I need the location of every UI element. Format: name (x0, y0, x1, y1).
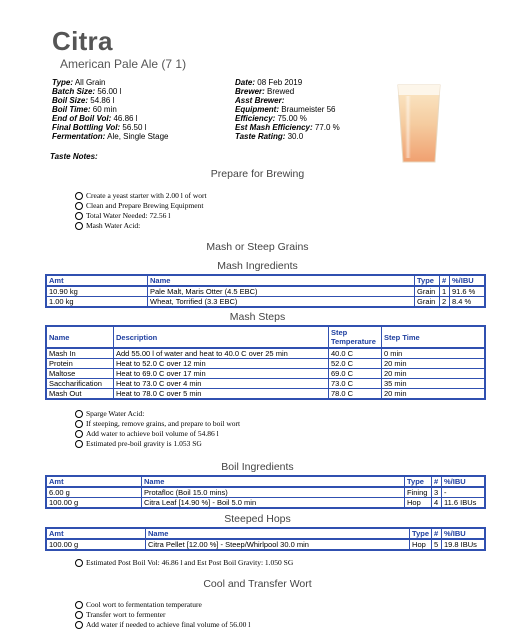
section-heading: Boil Ingredients (221, 461, 294, 473)
section-heading: Prepare for Brewing (210, 168, 305, 180)
table-row: 100.00 g Citra Pellet [12.00 %] - Steep/Whirlpool 30.0 min Hop 5 19.8 IBUs (46, 539, 485, 550)
post-boil-checklist (75, 558, 293, 568)
boil-ingredients-table (45, 475, 486, 509)
table-row: 6.00 g Protafloc (Boil 15.0 mins) Fining 3 - (46, 487, 485, 498)
checklist-item[interactable]: Clean and Prepare Brewing Equipment (75, 201, 207, 211)
checklist-item[interactable]: Add water to achieve boil volume of 54.86 l (75, 429, 240, 439)
taste-notes-label: Taste Notes: (50, 152, 98, 161)
beer-glass-icon (395, 82, 443, 164)
info-row: Asst Brewer: (235, 96, 285, 105)
checkbox-circle[interactable] (75, 621, 83, 629)
section-heading: Mash or Steep Grains (206, 241, 309, 253)
checkbox-circle[interactable] (75, 440, 83, 448)
checkbox-circle[interactable] (75, 212, 83, 220)
sparge-checklist (75, 409, 240, 449)
table-row: Mash Out Heat to 78.0 C over 5 min 78.0 C 20 min (46, 389, 485, 400)
info-row: Date: 08 Feb 2019 (235, 78, 303, 87)
cool-checklist (75, 600, 250, 630)
info-row: Type: All Grain (52, 78, 106, 87)
mash-steps-table (45, 325, 486, 400)
recipe-title: Citra (52, 26, 113, 56)
checklist-item[interactable]: Mash Water Acid: (75, 221, 207, 231)
checkbox-circle[interactable] (75, 611, 83, 619)
recipe-style: American Pale Ale (7 1) (60, 57, 187, 71)
table-header-row: Amt Name Type # %/IBU (46, 476, 485, 487)
table-row: Maltose Heat to 69.0 C over 17 min 69.0 C 20 min (46, 369, 485, 379)
checkbox-circle[interactable] (75, 430, 83, 438)
section-heading: Cool and Transfer Wort (203, 578, 312, 590)
info-row: Boil Time: 60 min (52, 105, 117, 114)
mash-ingredients-table (45, 274, 486, 308)
checkbox-circle[interactable] (75, 420, 83, 428)
checklist-item[interactable]: Create a yeast starter with 2.00 l of wort (75, 191, 207, 201)
table-row: 1.00 kg Wheat, Torrified (3.3 EBC) Grain 2 8.4 % (46, 297, 485, 308)
table-row: 100.00 g Citra Leaf [14.90 %] - Boil 5.0 min Hop 4 11.6 IBUs (46, 498, 485, 509)
checklist-item[interactable]: If steeping, remove grains, and prepare to boil wort (75, 419, 240, 429)
checkbox-circle[interactable] (75, 559, 83, 567)
section-heading: Mash Ingredients (217, 260, 298, 272)
checkbox-circle[interactable] (75, 222, 83, 230)
table-header-row: Amt Name Type # %/IBU (46, 275, 485, 286)
info-row: Final Bottling Vol: 56.50 l (52, 123, 147, 132)
checklist-item[interactable]: Cool wort to fermentation temperature (75, 600, 250, 610)
table-row: Protein Heat to 52.0 C over 12 min 52.0 C 20 min (46, 359, 485, 369)
info-row: Est Mash Efficiency: 77.0 % (235, 123, 340, 132)
table-row: 10.90 kg Pale Malt, Maris Otter (4.5 EBC) Grain 1 91.6 % (46, 286, 485, 297)
info-right (235, 78, 340, 141)
info-row: Fermentation: Ale, Single Stage (52, 132, 169, 141)
info-row: Efficiency: 75.00 % (235, 114, 307, 123)
checklist-item[interactable]: Total Water Needed: 72.56 l (75, 211, 207, 221)
info-row: Batch Size: 56.00 l (52, 87, 122, 96)
checkbox-circle[interactable] (75, 192, 83, 200)
checkbox-circle[interactable] (75, 601, 83, 609)
table-header-row: Amt Name Type # %/IBU (46, 528, 485, 539)
steeped-hops-table (45, 527, 486, 551)
checklist-item[interactable]: Estimated pre-boil gravity is 1.053 SG (75, 439, 240, 449)
checklist-item[interactable]: Estimated Post Boil Vol: 46.86 l and Est Post Boil Gravity: 1.050 SG (75, 558, 293, 568)
table-row: Mash In Add 55.00 l of water and heat to 40.0 C over 25 min 40.0 C 0 min (46, 348, 485, 359)
info-row: End of Boil Vol: 46.86 l (52, 114, 138, 123)
checklist-item[interactable]: Add water if needed to achieve final volume of 56.00 l (75, 620, 250, 630)
table-header-row: Name Description Step Temperature Step Time (46, 326, 485, 348)
checklist-item[interactable]: Transfer wort to fermenter (75, 610, 250, 620)
info-row: Brewer: Brewed (235, 87, 295, 96)
table-row: Saccharification Heat to 73.0 C over 4 min 73.0 C 35 min (46, 379, 485, 389)
info-left (52, 78, 169, 141)
info-row: Equipment: Braumeister 56 (235, 105, 336, 114)
checkbox-circle[interactable] (75, 410, 83, 418)
info-row: Boil Size: 54.86 l (52, 96, 115, 105)
checkbox-circle[interactable] (75, 202, 83, 210)
prepare-checklist (75, 191, 207, 231)
checklist-item[interactable]: Sparge Water Acid: (75, 409, 240, 419)
section-heading: Mash Steps (229, 311, 286, 323)
section-heading: Steeped Hops (224, 513, 291, 525)
info-row: Taste Rating: 30.0 (235, 132, 304, 141)
